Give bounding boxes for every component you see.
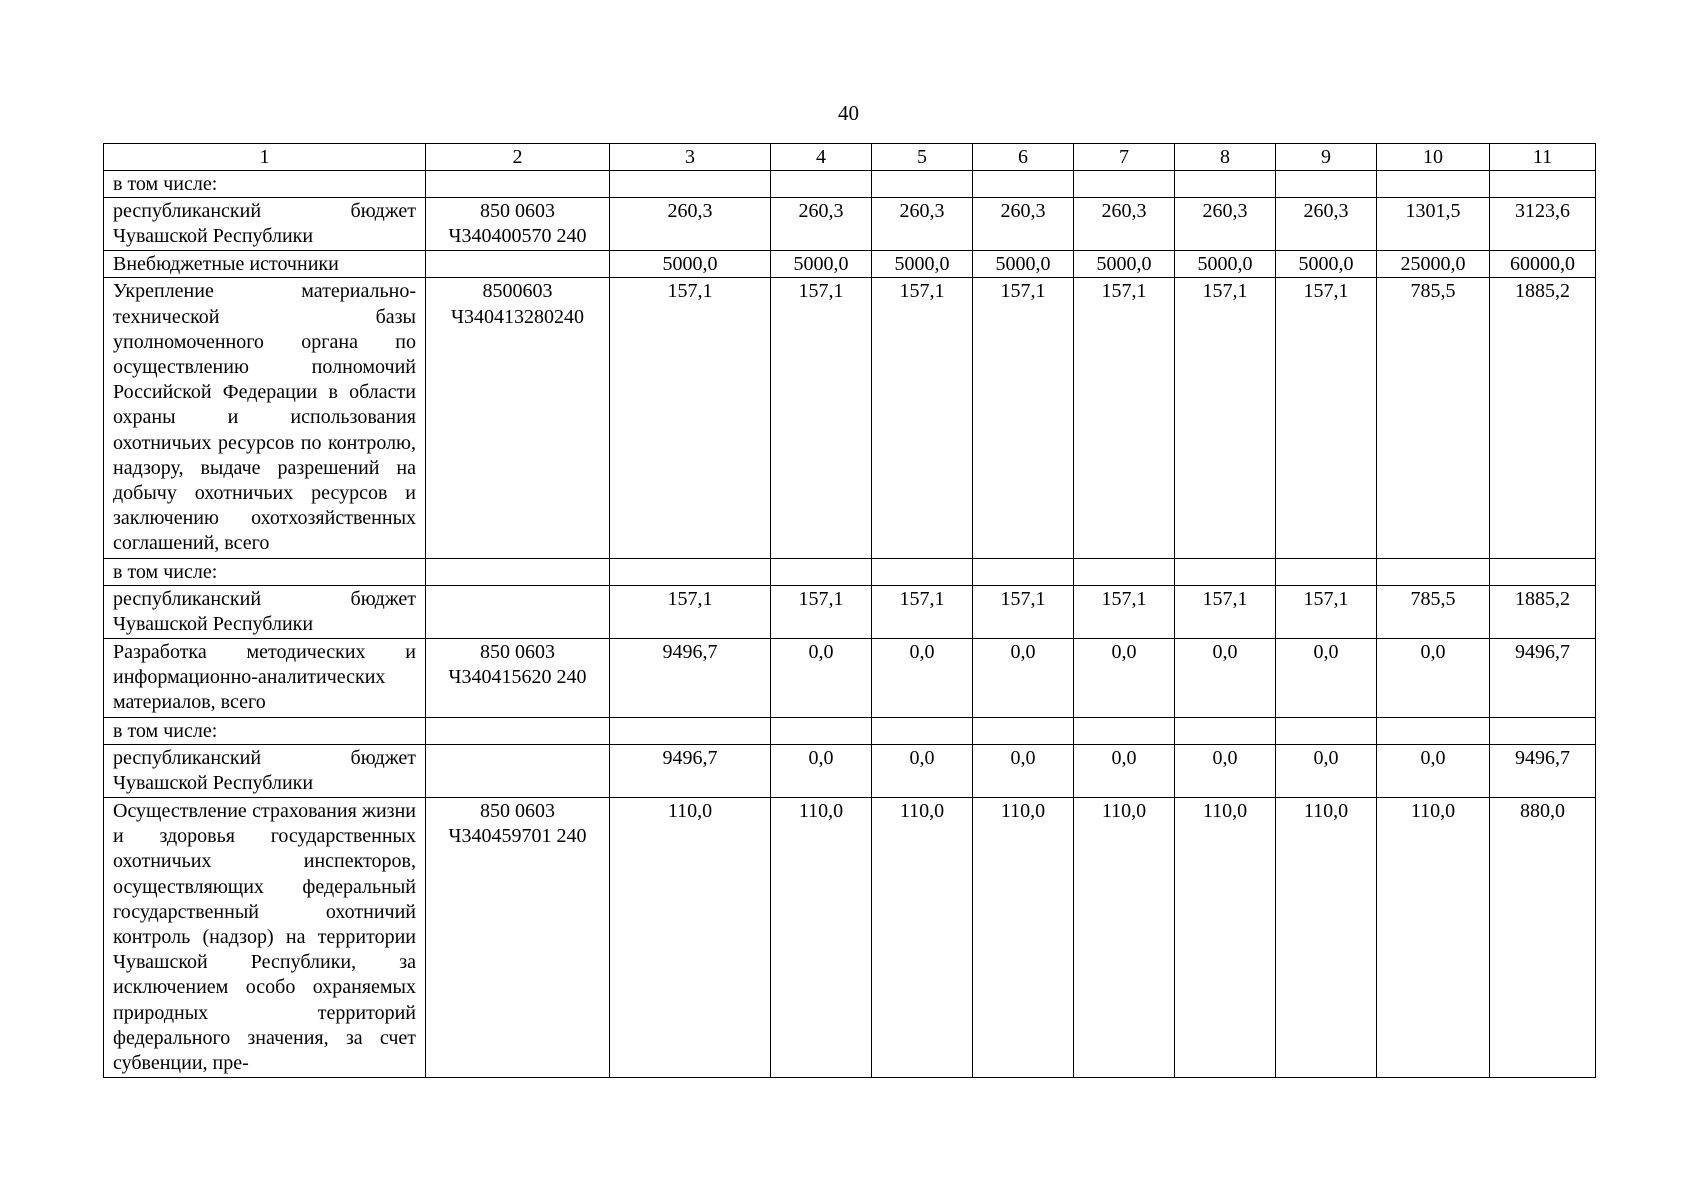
value-col-5: 157,1 [872,278,973,558]
value-col-5 [872,171,973,198]
budget-code [426,558,610,585]
budget-code [426,639,610,718]
value-col-11: 1885,2 [1490,278,1596,558]
value-col-8: 5000,0 [1175,251,1276,278]
table-row [104,171,1596,198]
value-col-3: 5000,0 [610,251,771,278]
value-col-11 [1490,717,1596,744]
value-col-3: 260,3 [610,198,771,251]
budget-code [426,798,610,1078]
header-cell-5: 5 [872,144,973,171]
value-col-6: 5000,0 [973,251,1074,278]
row-label: в том числе: [104,717,426,744]
row-label: республиканский бюджет Чувашской Республики [104,585,426,638]
value-col-4 [771,171,872,198]
row-label: Осуществление страхования жизни и здоровья государственных охотничьих инспекторов, осуществляющих федеральный государственный охотничий контроль (надзор) на территории Чувашской Республики, за исключением особо охраняемых природных территорий федерального значения, за счет субвенции, пре- [104,798,426,1078]
value-col-4: 157,1 [771,278,872,558]
value-col-6 [973,717,1074,744]
table-row [104,198,1596,251]
row-label: республиканский бюджет Чувашской Республики [104,198,426,251]
budget-code-line: 850 0603 [480,641,555,664]
value-col-7: 0,0 [1074,744,1175,797]
value-col-10: 0,0 [1377,744,1490,797]
value-col-7: 110,0 [1074,798,1175,1078]
value-col-11: 3123,6 [1490,198,1596,251]
value-col-7 [1074,171,1175,198]
table-row [104,744,1596,797]
budget-code-line: 850 0603 [480,800,555,823]
value-col-4 [771,558,872,585]
value-col-11: 9496,7 [1490,639,1596,718]
value-col-11 [1490,558,1596,585]
value-col-11: 880,0 [1490,798,1596,1078]
table-body [104,144,1596,1078]
value-col-6 [973,171,1074,198]
value-col-8 [1175,558,1276,585]
value-col-10 [1377,558,1490,585]
value-col-7 [1074,717,1175,744]
value-col-8: 0,0 [1175,639,1276,718]
page-number: 40 [838,101,859,125]
value-col-4: 0,0 [771,744,872,797]
table-row [104,585,1596,638]
budget-code [426,251,610,278]
value-col-4: 110,0 [771,798,872,1078]
value-col-9: 157,1 [1276,585,1377,638]
budget-code-line: Ч340459701 240 [448,825,587,848]
budget-code-line: 850 0603 [480,200,555,222]
value-col-8: 157,1 [1175,278,1276,558]
budget-code [426,171,610,198]
header-cell-1: 1 [104,144,426,171]
budget-code [426,744,610,797]
value-col-9: 5000,0 [1276,251,1377,278]
header-row [104,144,1596,171]
value-col-10: 0,0 [1377,639,1490,718]
header-cell-11: 11 [1490,144,1596,171]
budget-code-line: Ч340415620 240 [448,666,587,689]
row-label: Внебюджетные источники [104,251,426,278]
table-row [104,798,1596,1078]
value-col-5 [872,558,973,585]
value-col-5: 0,0 [872,744,973,797]
value-col-10: 785,5 [1377,585,1490,638]
value-col-9: 0,0 [1276,639,1377,718]
table-row [104,251,1596,278]
header-cell-10: 10 [1377,144,1490,171]
header-cell-7: 7 [1074,144,1175,171]
value-col-9 [1276,717,1377,744]
value-col-8: 0,0 [1175,744,1276,797]
value-col-4: 260,3 [771,198,872,251]
table-row [104,278,1596,558]
budget-code [426,198,610,251]
value-col-3: 9496,7 [610,639,771,718]
value-col-7 [1074,558,1175,585]
value-col-6: 157,1 [973,585,1074,638]
value-col-10 [1377,717,1490,744]
table-row [104,717,1596,744]
value-col-8 [1175,171,1276,198]
value-col-8 [1175,717,1276,744]
value-col-6: 260,3 [973,198,1074,251]
value-col-5: 157,1 [872,585,973,638]
value-col-10: 110,0 [1377,798,1490,1078]
row-label: в том числе: [104,558,426,585]
value-col-5: 5000,0 [872,251,973,278]
value-col-5: 260,3 [872,198,973,251]
value-col-5 [872,717,973,744]
value-col-3 [610,558,771,585]
value-col-6: 157,1 [973,278,1074,558]
table-row [104,558,1596,585]
value-col-3: 157,1 [610,278,771,558]
budget-code-line: Ч340400570 240 [448,225,587,248]
value-col-7: 5000,0 [1074,251,1175,278]
budget-code-line: 8500603 [482,280,553,303]
value-col-5: 110,0 [872,798,973,1078]
value-col-3 [610,717,771,744]
table-row [104,639,1596,718]
value-col-8: 260,3 [1175,198,1276,251]
value-col-3 [610,171,771,198]
row-label: Разработка методических и информационно-аналитических материалов, всего [104,639,426,718]
value-col-4 [771,717,872,744]
value-col-9 [1276,171,1377,198]
value-col-3: 157,1 [610,585,771,638]
header-cell-3: 3 [610,144,771,171]
value-col-10: 785,5 [1377,278,1490,558]
value-col-6 [973,558,1074,585]
value-col-11: 1885,2 [1490,585,1596,638]
value-col-11 [1490,171,1596,198]
value-col-3: 9496,7 [610,744,771,797]
value-col-9: 0,0 [1276,744,1377,797]
value-col-4: 5000,0 [771,251,872,278]
row-label: республиканский бюджет Чувашской Республики [104,744,426,797]
value-col-5: 0,0 [872,639,973,718]
value-col-6: 110,0 [973,798,1074,1078]
value-col-10: 25000,0 [1377,251,1490,278]
value-col-10 [1377,171,1490,198]
header-cell-8: 8 [1175,144,1276,171]
value-col-6: 0,0 [973,744,1074,797]
budget-code [426,717,610,744]
value-col-7: 157,1 [1074,585,1175,638]
budget-table [103,143,1596,1078]
value-col-11: 9496,7 [1490,744,1596,797]
value-col-3: 110,0 [610,798,771,1078]
header-cell-4: 4 [771,144,872,171]
header-cell-2: 2 [426,144,610,171]
value-col-7: 157,1 [1074,278,1175,558]
header-cell-6: 6 [973,144,1074,171]
header-cell-9: 9 [1276,144,1377,171]
value-col-9 [1276,558,1377,585]
value-col-9: 260,3 [1276,198,1377,251]
value-col-11: 60000,0 [1490,251,1596,278]
value-col-6: 0,0 [973,639,1074,718]
value-col-9: 157,1 [1276,278,1377,558]
value-col-8: 110,0 [1175,798,1276,1078]
value-col-8: 157,1 [1175,585,1276,638]
value-col-9: 110,0 [1276,798,1377,1078]
value-col-7: 260,3 [1074,198,1175,251]
budget-code [426,278,610,558]
value-col-10: 1301,5 [1377,198,1490,251]
row-label: Укрепление материально-технической базы уполномоченного органа по осуществлению полномочий Российской Федерации в области охраны и использования охотничьих ресурсов по контролю, надзору, выдаче разрешений на добычу охотничьих ресурсов и заключению охотхозяйственных соглашений, всего [104,278,426,558]
row-label: в том числе: [104,171,426,198]
value-col-4: 157,1 [771,585,872,638]
budget-code-line: Ч340413280240 [451,305,584,328]
value-col-4: 0,0 [771,639,872,718]
budget-code [426,585,610,638]
value-col-7: 0,0 [1074,639,1175,718]
